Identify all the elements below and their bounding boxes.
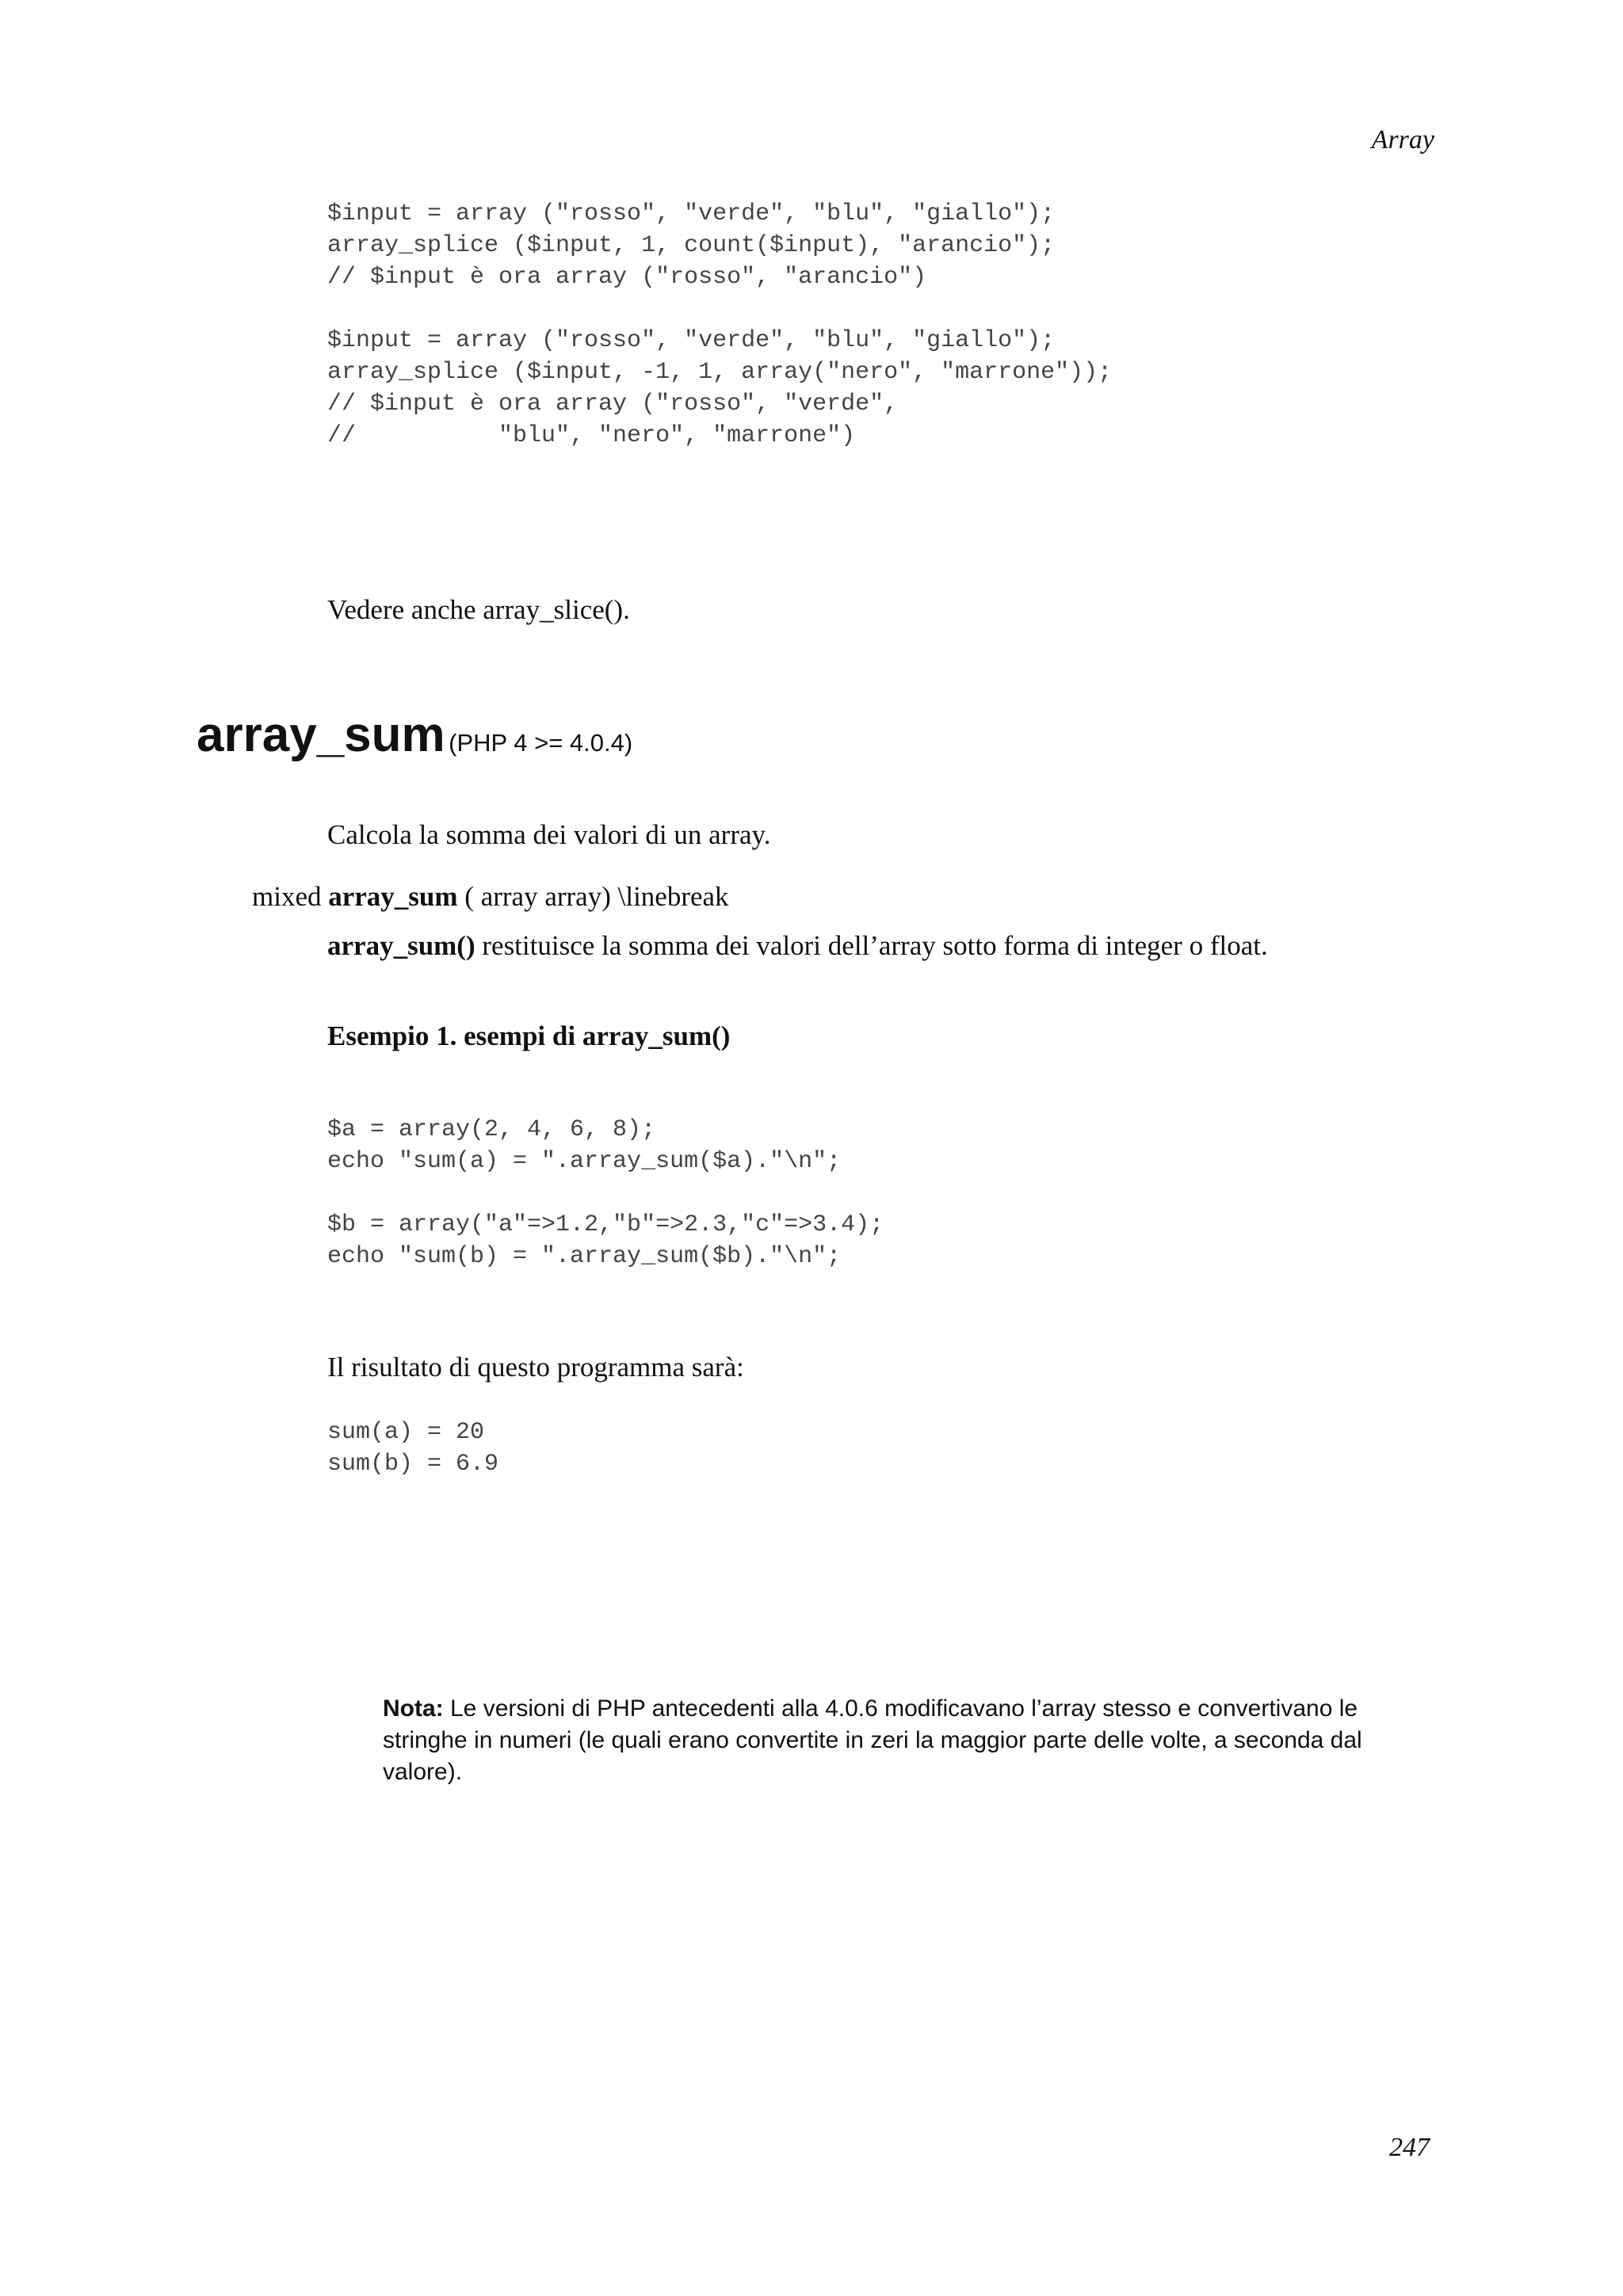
see-also-text: Vedere anche array_slice().: [327, 594, 630, 625]
code-line: // $input è ora array ("rosso", "arancio"): [327, 264, 927, 291]
result-intro: Il risultato di questo programma sarà:: [327, 1352, 744, 1383]
code-line: array_splice ($input, -1, 1, array("nero", "marrone"));: [327, 359, 1113, 386]
function-name: array_sum: [197, 707, 445, 762]
synopsis-function-name: array_sum: [328, 881, 458, 912]
code-line: echo "sum(b) = ".array_sum($b)."\n";: [327, 1243, 842, 1270]
code-block-output: [327, 1417, 498, 1480]
note-box: [383, 1693, 1413, 1788]
note-label: Nota:: [383, 1695, 444, 1722]
code-line: echo "sum(a) = ".array_sum($a)."\n";: [327, 1148, 842, 1175]
code-line: $a = array(2, 4, 6, 8);: [327, 1116, 656, 1143]
code-block-example: [327, 1114, 884, 1272]
code-line: $b = array("a"=>1.2,"b"=>2.3,"c"=>3.4);: [327, 1211, 884, 1238]
function-version: (PHP 4 >= 4.0.4): [449, 729, 633, 757]
synopsis-return-type: mixed: [252, 881, 322, 912]
example-title: Esempio 1. esempi di array_sum(): [327, 1020, 731, 1051]
synopsis-arguments: ( array array) \linebreak: [464, 881, 729, 912]
running-header: Array: [1371, 125, 1434, 154]
code-line: // "blu", "nero", "marrone"): [327, 422, 856, 449]
function-summary: Calcola la somma dei valori di un array.: [327, 819, 771, 850]
function-synopsis: [252, 879, 729, 914]
output-line: sum(b) = 6.9: [327, 1451, 499, 1478]
code-line: $input = array ("rosso", "verde", "blu", "giallo");: [327, 327, 1056, 354]
page-number: 247: [1389, 2133, 1430, 2162]
description-text: restituisce la somma dei valori dell’array sotto forma di integer o float.: [482, 930, 1268, 961]
function-description: [327, 929, 1268, 963]
note-text: Le versioni di PHP antecedenti alla 4.0.6 modificavano l’array stesso e convertivano le stringhe in numeri (le quali erano convertite in zeri la maggior parte delle volte, a seconda dal valore).: [383, 1695, 1362, 1785]
code-block-array-splice: [327, 198, 1112, 452]
function-heading: [197, 707, 632, 763]
code-line: array_splice ($input, 1, count($input), "arancio");: [327, 232, 1056, 259]
description-function-name: array_sum(): [327, 930, 475, 961]
output-line: sum(a) = 20: [327, 1419, 485, 1446]
code-line: // $input è ora array ("rosso", "verde",: [327, 391, 899, 418]
code-line: $input = array ("rosso", "verde", "blu", "giallo");: [327, 200, 1056, 227]
